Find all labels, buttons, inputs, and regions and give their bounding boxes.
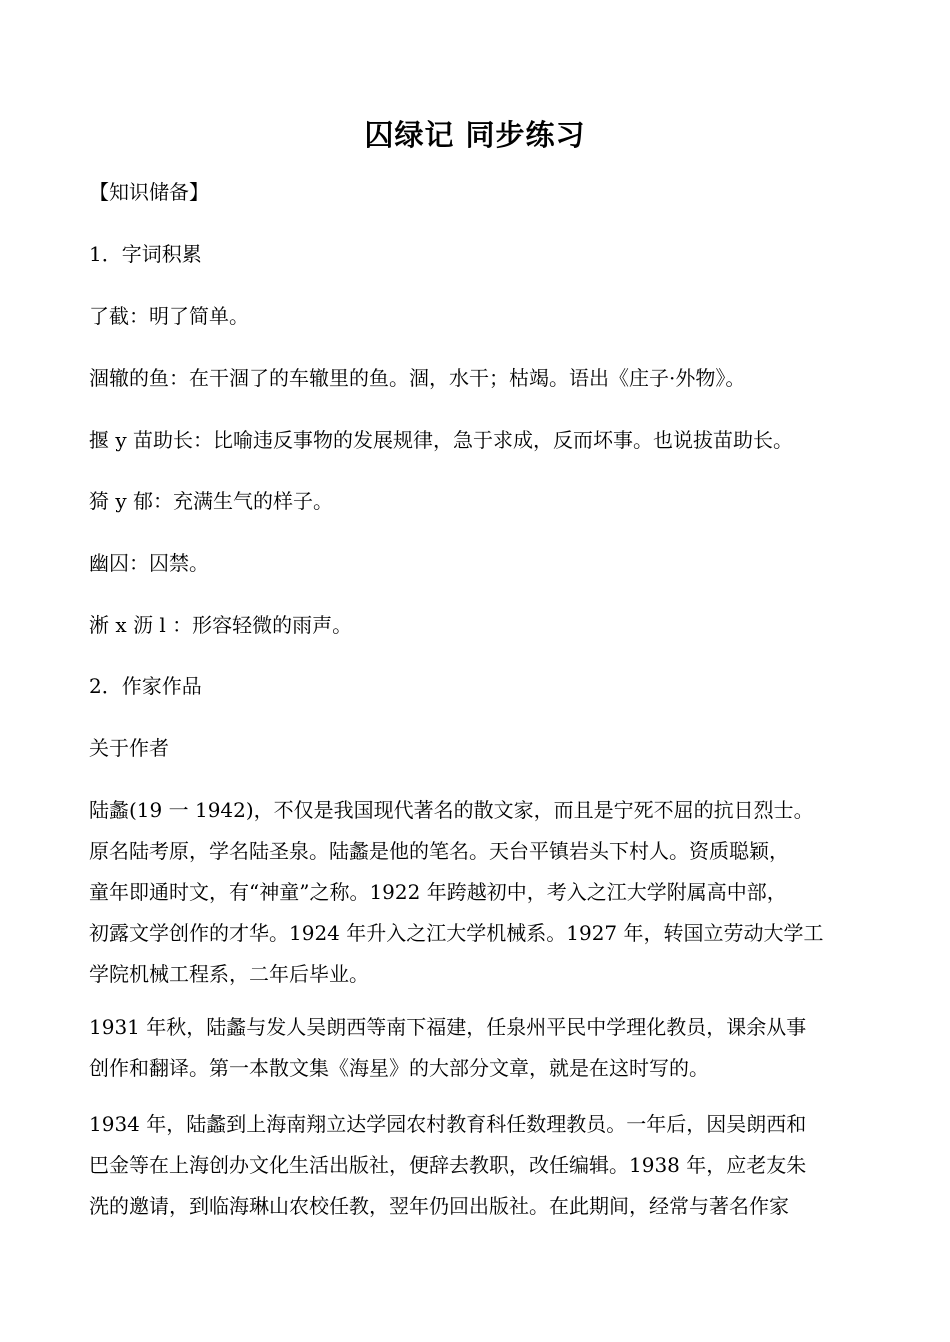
- vocab-item: 涸辙的鱼：在干涸了的车辙里的鱼。涸，水干；枯竭。语出《庄子·外物》。: [89, 366, 746, 390]
- paragraph-line: 童年即通时文，有“神童”之称。1922 年跨越初中，考入之江大学附属高中部，: [89, 880, 787, 904]
- paragraph-line: 学院机械工程系，二年后毕业。: [89, 962, 369, 986]
- paragraph-line: 巴金等在上海创办文化生活出版社，便辞去教职，改任编辑。1938 年，应老友朱: [89, 1153, 807, 1177]
- subheading-author-works: 2．作家作品: [89, 674, 202, 698]
- subheading-vocabulary: 1．字词积累: [89, 242, 202, 266]
- section-heading: 【知识储备】: [89, 180, 209, 204]
- page-title: 囚绿记 同步练习: [364, 118, 586, 152]
- vocab-item: 淅 x 沥 l ：形容轻微的雨声。: [89, 613, 353, 637]
- paragraph-line: 1934 年，陆蠡到上海南翔立达学园农村教育科任数理教员。一年后，因吴朗西和: [89, 1112, 807, 1136]
- vocab-item: 揠 y 苗助长：比喻违反事物的发展规律，急于求成，反而坏事。也说拔苗助长。: [89, 428, 794, 452]
- paragraph-line: 1931 年秋，陆蠡与发人吴朗西等南下福建，任泉州平民中学理化教员，课余从事: [89, 1015, 807, 1039]
- paragraph-line: 陆蠡(19 一 1942)，不仅是我国现代著名的散文家，而且是宁死不屈的抗日烈士。: [89, 798, 814, 822]
- paragraph: [89, 790, 869, 995]
- paragraph: [89, 1104, 869, 1227]
- vocab-item: 了截：明了简单。: [89, 304, 249, 328]
- paragraph-line: 原名陆考原，学名陆圣泉。陆蠡是他的笔名。天台平镇岩头下村人。资质聪颖，: [89, 839, 789, 863]
- paragraph: [89, 1007, 869, 1089]
- paragraph-line: 洗的邀请，到临海琳山农校任教，翌年仍回出版社。在此期间，经常与著名作家: [89, 1194, 789, 1218]
- vocab-item: 幽囚：囚禁。: [89, 551, 209, 575]
- vocab-item: 猗 y 郁：充满生气的样子。: [89, 489, 334, 513]
- paragraph-line: 创作和翻译。第一本散文集《海星》的大部分文章，就是在这时写的。: [89, 1056, 709, 1080]
- about-author-heading: 关于作者: [89, 736, 169, 760]
- paragraph-line: 初露文学创作的才华。1924 年升入之江大学机械系。1927 年，转国立劳动大学工: [89, 921, 824, 945]
